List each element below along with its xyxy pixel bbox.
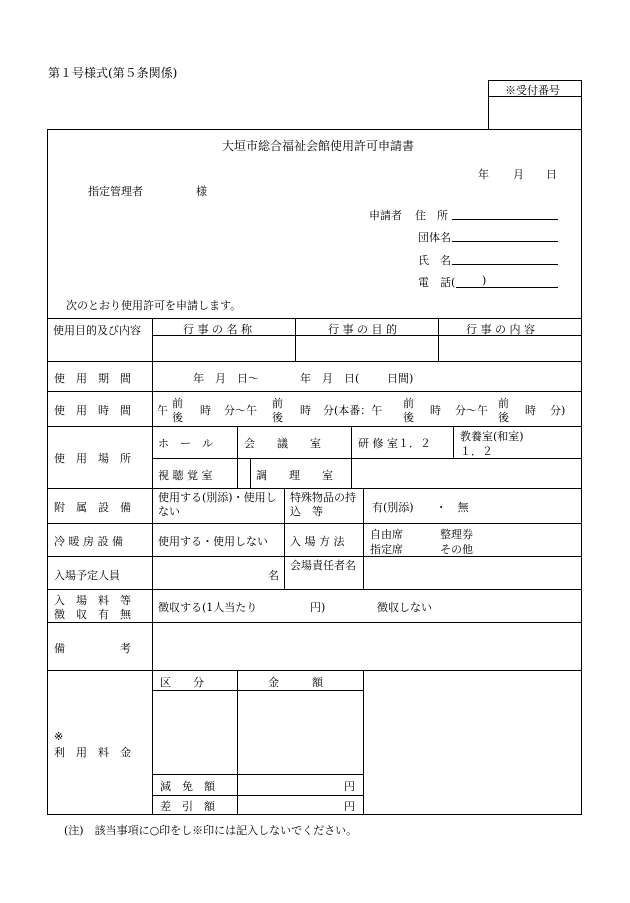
grid-line [237,426,238,488]
form-number: 第１号様式(第５条関係) [48,66,178,80]
grid-line [152,795,363,796]
entry-method-label: 入 場 方 法 [290,535,345,548]
address-label: 住 所 [415,209,448,222]
time-label: 使 用 時 間 [54,404,131,417]
time-fun-3: 分〜午 [455,404,488,417]
name-field[interactable] [452,264,558,265]
grid-line [47,670,582,671]
grid-line [237,670,238,815]
usage-fee-mark: ※ [54,730,64,743]
phone-label: 電 話( [418,276,456,289]
responsible-label: 会場責任者名 [290,559,356,572]
receipt-label: ※受付番号 [505,84,560,97]
time-go-1: 後 [172,411,183,424]
phone-field[interactable] [456,287,558,288]
entry-jiyu[interactable]: 自由席 [370,528,403,541]
usage-fee-col-category: 区 分 [160,676,204,689]
place-kaigi[interactable]: 会 議 室 [244,437,321,450]
purpose-label: 使用目的及び内容 [53,324,141,337]
time-ji-1: 時 [200,404,211,417]
event-purpose-field[interactable] [296,336,438,361]
grid-line [284,488,285,589]
balance-yen: 円 [344,800,355,813]
purpose-col-content: 行 事 の 内 容 [466,323,535,336]
fee-collect[interactable]: 徴収する(1人当たり [158,601,258,614]
remarks-label: 備 考 [54,642,131,655]
purpose-col-purpose: 行 事 の 目 的 [328,323,397,336]
form-title: 大垣市総合福祉会館使用許可申請書 [222,139,415,153]
event-name-field[interactable] [153,336,295,361]
equipment-use[interactable]: 使用する(別添)・使用しない [158,491,277,518]
time-ji-2: 時 [300,404,311,417]
footnote: (注) 該当事項に○印をし※印には記入しないでください。 [64,824,358,837]
phone-close: ) [482,274,487,287]
fee-label-2: 徴 収 有 無 [54,608,131,621]
grid-line [47,426,582,427]
time-zen-2: 前 [272,397,283,410]
time-fun-1: 分〜午 [224,404,257,417]
grid-line [47,318,582,319]
place-label: 使 用 場 所 [54,452,131,465]
org-field[interactable] [452,241,558,242]
time-fun-2: 分(本番：午 [323,404,383,417]
time-ji-4: 時 [525,404,536,417]
grid-line [47,391,582,392]
time-go-4: 後 [498,411,509,424]
applicant-label: 申請者 [369,209,402,222]
special-items-label: 特殊物品の持 込 等 [290,491,367,518]
name-label: 氏 名 [418,254,451,267]
org-label: 団体名 [418,231,451,244]
special-items-value[interactable]: 有(別添) ・ 無 [372,501,469,514]
usage-fee-col-amount: 金 額 [268,676,323,689]
grid-line [453,426,454,458]
place-hall[interactable]: ホ ー ル [158,437,213,450]
grid-line [47,589,582,590]
place-chori[interactable]: 調 理 室 [256,469,333,482]
time-am-1: 午 [157,404,168,417]
grid-line [152,774,363,775]
intro-text: 次のとおり使用許可を申請します。 [66,299,242,312]
aircon-use[interactable]: 使用する・使用しない [158,535,268,548]
time-zen-1: 前 [172,397,183,410]
period-end: 年 月 日( [300,372,360,385]
time-ji-3: 時 [430,404,441,417]
time-zen-4: 前 [498,397,509,410]
fee-label-1: 入 場 料 等 [54,594,131,607]
period-start: 年 月 日〜 [193,372,259,385]
grid-line [47,488,582,489]
place-kyoyo-1[interactable]: 教養室(和室) [460,430,524,443]
grid-line [47,361,582,362]
grid-line [47,523,582,524]
place-kenshu[interactable]: 研 修 室１．２ [358,437,431,450]
balance-label: 差 引 額 [160,800,215,813]
fee-yen: 円) [310,601,326,614]
event-content-field[interactable] [439,336,581,361]
period-days: 日間) [387,372,414,385]
receipt-number-field[interactable] [489,97,581,129]
grid-line [152,690,363,691]
reduction-yen: 円 [344,780,355,793]
date-year: 年 [478,168,489,181]
remarks-field[interactable] [153,623,581,669]
attendance-unit: 名 [268,569,279,582]
period-label: 使 用 期 間 [54,372,131,385]
attendance-label: 入場予定人員 [54,569,120,582]
time-fun-4: 分) [550,404,566,417]
date-month: 月 [513,168,524,181]
time-go-2: 後 [272,411,283,424]
reduction-label: 減 免 額 [160,780,215,793]
address-field[interactable] [452,219,558,220]
entry-seiri[interactable]: 整理券 [440,528,473,541]
place-kyoyo-2: １．２ [460,445,493,458]
grid-line [363,670,364,815]
addressee-sama: 様 [196,185,207,198]
grid-line [152,458,582,459]
entry-shitei[interactable]: 指定席 [370,543,403,556]
place-shicho[interactable]: 視 聴 覚 室 [158,469,213,482]
time-go-3: 後 [403,411,414,424]
aircon-label: 冷 暖 房 設 備 [54,535,123,548]
usage-fee-label: 利 用 料 金 [54,746,131,759]
addressee-manager: 指定管理者 [88,185,143,198]
grid-line [250,458,251,488]
equipment-label: 附 属 設 備 [54,501,131,514]
entry-sonota[interactable]: その他 [440,543,473,556]
purpose-col-name: 行 事 の 名 称 [183,323,252,336]
responsible-field[interactable] [364,557,581,588]
grid-line [152,318,153,815]
time-zen-3: 前 [403,397,414,410]
date-day: 日 [546,168,557,181]
fee-no-collect[interactable]: 徴収しない [377,601,432,614]
grid-line [351,426,352,488]
